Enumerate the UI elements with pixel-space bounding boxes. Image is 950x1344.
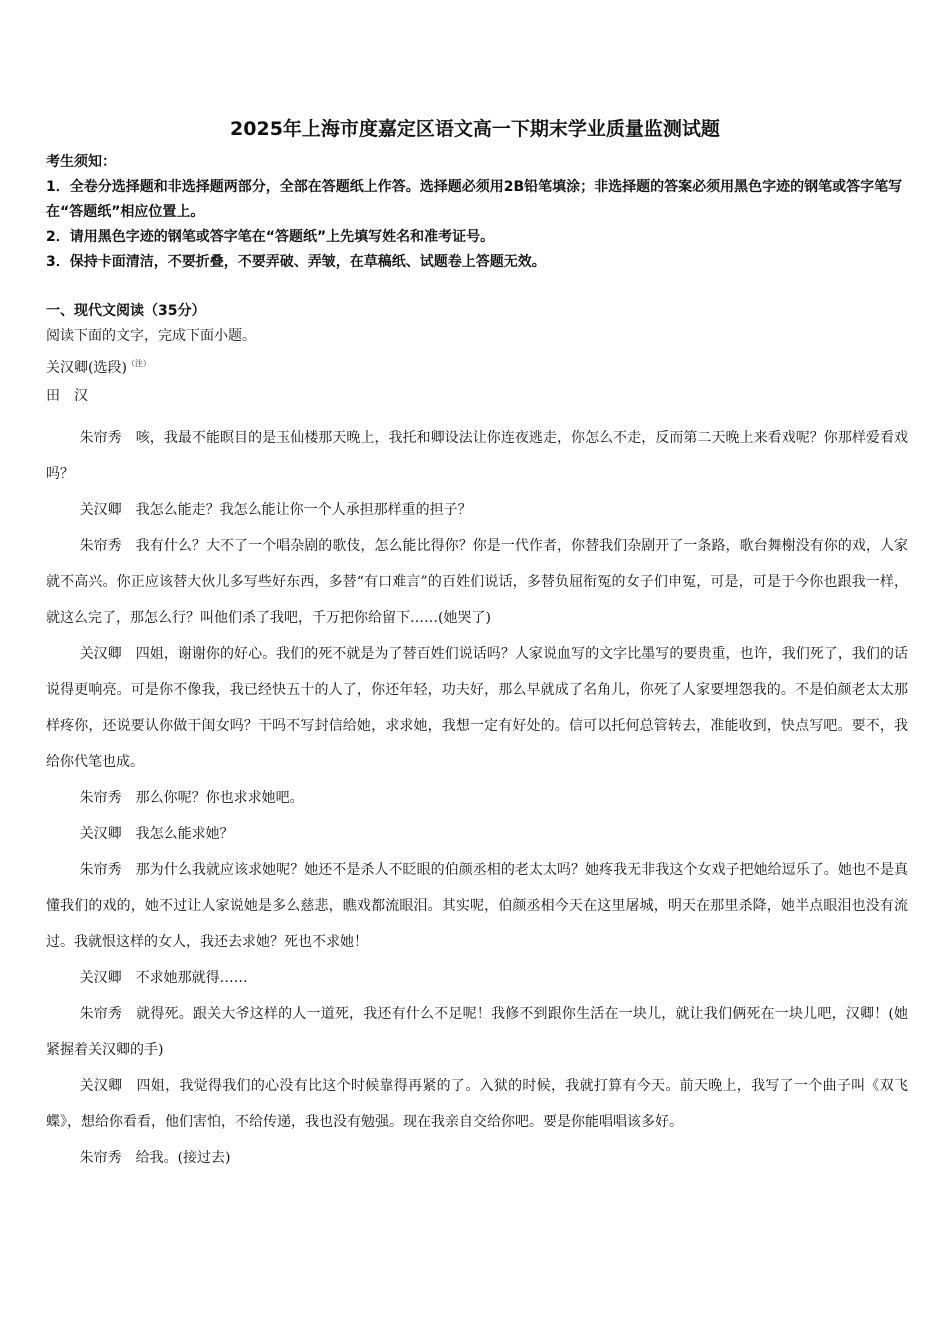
notice-heading: 考生须知：	[46, 154, 116, 170]
speaker-name: 朱帘秀	[79, 430, 122, 446]
dialogue-text: 四姐，谢谢你的好心。我们的死不就是为了替百姓们说话吗？人家说血写的文字比墨写的要贵重，也许，我们死了，我们的话说得更响亮。可是你不像我，我已经快五十的人了，你还年轻，功夫好，那么早就成了名角儿，你死了人家要埋怨我的。不是伯颜老太太那样疼你，还说要认你做干闺女吗？干吗不写封信给她，求求她，我想一定有好处的。信可以托何总管转去，准能收到，快点写吧。要不，我给你代笔也成。	[46, 646, 909, 770]
dialogue-text: 那为什么我就应该求她呢？她还不是杀人不眨眼的伯颜丞相的老太太吗？她疼我无非我这个女戏子把她给逗乐了。她也不是真懂我们的戏的，她不过让人家说她是多么慈悲，瞧戏都流眼泪。其实呢，伯颜丞相今天在这里屠城，明天在那里杀降，她半点眼泪也没有流过。我就恨这样的女人，我还去求她？死也不求她！	[46, 862, 909, 950]
dialogue-line	[46, 960, 908, 996]
work-title-line	[46, 350, 912, 382]
speaker-name: 关汉卿	[79, 826, 122, 842]
speaker-name: 关汉卿	[79, 502, 122, 518]
document-title: 2025年上海市度嘉定区语文高一下期末学业质量监测试题	[230, 118, 720, 140]
dialogue-text: 我有什么？大不了一个唱杂剧的歌伎，怎么能比得你？你是一代作者，你替我们杂剧开了一条路，歌台舞榭没有你的戏，人家就不高兴。你正应该替大伙儿多写些好东西，多替“有口难言”的百姓们说话，多替负屈衔冤的女子们申冤，可是，可是于今你也跟我一样，就这么完了，那怎么行？叫他们杀了我吧，千万把你给留下……(她哭了)	[46, 538, 909, 626]
dialogue-line	[46, 420, 908, 492]
dialogue-text: 我怎么能走？我怎么能让你一个人承担那样重的担子？	[135, 502, 472, 518]
dialogue-text: 就得死。跟关大爷这样的人一道死，我还有什么不足呢！我修不到跟你生活在一块儿，就让我们俩死在一块儿吧，汉卿！(她紧握着关汉卿的手)	[46, 1006, 908, 1058]
dialogue-line	[46, 528, 908, 636]
speaker-name: 关汉卿	[79, 970, 122, 986]
notice-item: 2．请用黑色字迹的钢笔或答字笔在“答题纸”上先填写姓名和准考证号。	[46, 229, 495, 245]
reading-section	[46, 300, 912, 410]
dialogue-line	[46, 1068, 908, 1140]
dialogue-text: 给我。(接过去)	[135, 1150, 231, 1166]
dialogue-text: 咳，我最不能瞑目的是玉仙楼那天晚上，我托和卿设法让你连夜逃走，你怎么不走，反而第二天晚上来看戏呢？你那样爱看戏吗？	[46, 430, 909, 482]
exam-notice	[46, 150, 912, 275]
notice-item: 3．保持卡面清洁，不要折叠，不要弄破、弄皱，在草稿纸、试题卷上答题无效。	[46, 254, 546, 270]
work-author: 田 汉	[46, 388, 88, 404]
speaker-name: 朱帘秀	[79, 790, 122, 806]
dialogue-text: 不求她那就得……	[135, 970, 248, 986]
play-dialogue	[46, 420, 908, 1176]
speaker-name: 朱帘秀	[79, 1150, 122, 1166]
dialogue-line	[46, 780, 908, 816]
dialogue-text: 我怎么能求她？	[135, 826, 234, 842]
dialogue-text: 那么你呢？你也求求她吧。	[135, 790, 304, 806]
section-heading: 一、现代文阅读（35分）	[46, 303, 206, 319]
speaker-name: 朱帘秀	[79, 538, 122, 554]
dialogue-text: 四姐，我觉得我们的心没有比这个时候靠得再紧的了。入狱的时候，我就打算有今天。前天晚上，我写了一个曲子叫《双飞蝶》，想给你看看，他们害怕，不给传递，我也没有勉强。现在我亲自交给你吧。要是你能唱唱该多好。	[46, 1078, 909, 1130]
dialogue-line	[46, 1140, 908, 1176]
speaker-name: 朱帘秀	[79, 862, 122, 878]
dialogue-line	[46, 816, 908, 852]
speaker-name: 朱帘秀	[79, 1006, 123, 1022]
dialogue-line	[46, 852, 908, 960]
footnote-marker: （注）	[126, 359, 151, 368]
notice-item: 1．全卷分选择题和非选择题两部分，全部在答题纸上作答。选择题必须用2B铅笔填涂；非选择题的答案必须用黑色字迹的钢笔或答字笔写在“答题纸”相应位置上。	[46, 179, 903, 220]
dialogue-line	[46, 492, 908, 528]
section-instruction: 阅读下面的文字，完成下面小题。	[46, 328, 256, 344]
dialogue-line	[46, 996, 908, 1068]
speaker-name: 关汉卿	[79, 1078, 123, 1094]
work-title: 关汉卿(选段)	[46, 360, 127, 376]
dialogue-line	[46, 636, 908, 780]
speaker-name: 关汉卿	[79, 646, 122, 662]
